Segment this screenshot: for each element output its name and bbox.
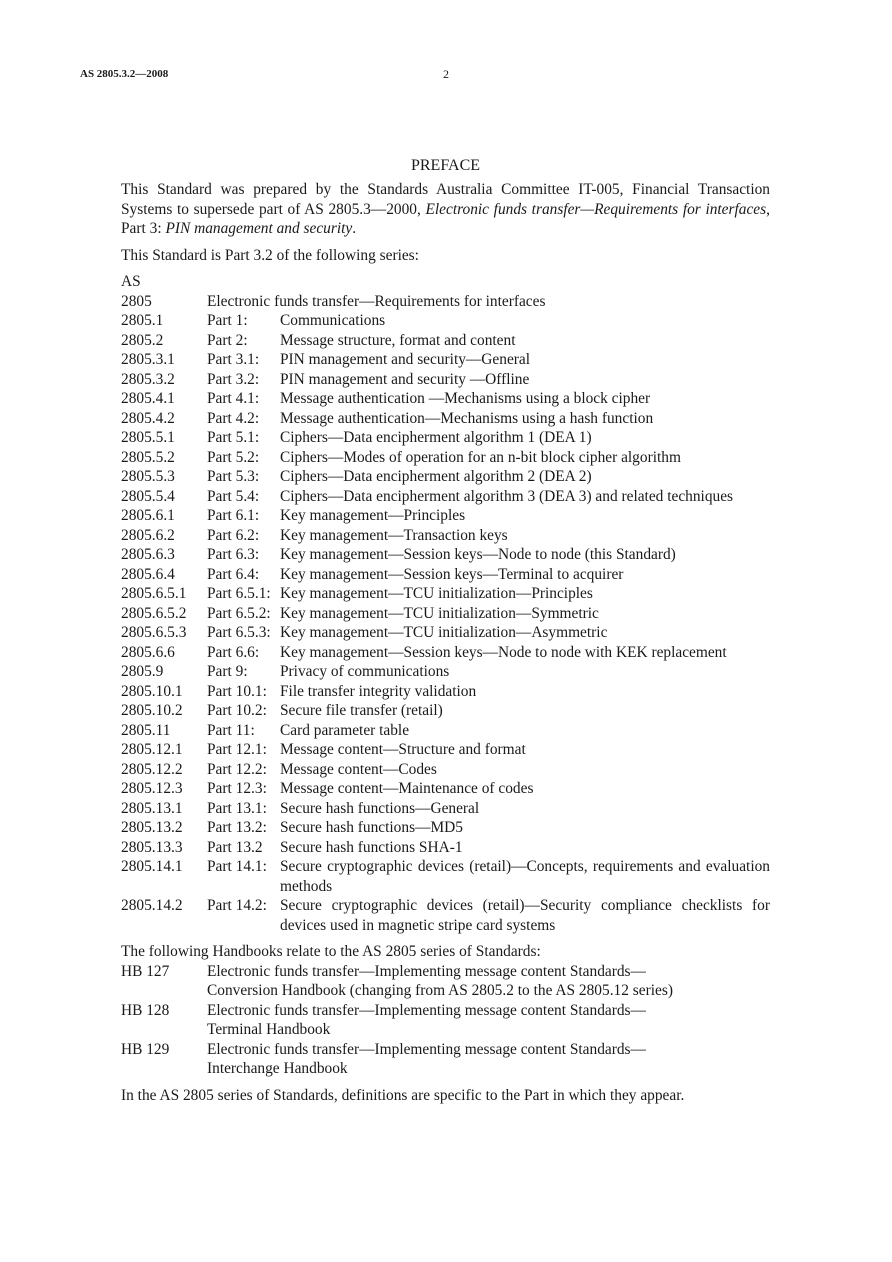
list-item <box>121 838 770 858</box>
part-title: Secure hash functions SHA-1 <box>280 838 463 856</box>
para-text: This Standard was prepared by the Standards Australia Committee IT-005, Financial Transaction Systems to supersede part of AS 2805.3—2000, <box>121 181 770 218</box>
handbook-number: HB 128 <box>121 1001 170 1019</box>
handbooks-intro: The following Handbooks relate to the AS 2805 series of Standards: <box>121 943 541 960</box>
part-title: PIN management and security —Offline <box>280 370 530 388</box>
handbook-number: HB 129 <box>121 1040 170 1058</box>
list-item <box>121 643 770 663</box>
part-label: Part 6.1: <box>207 507 260 524</box>
standard-number: 2805.13.1 <box>121 799 183 817</box>
part-label: Part 5.3: <box>207 468 260 485</box>
part-label: Part 12.3: <box>207 780 267 797</box>
list-item <box>121 428 770 448</box>
part-title: Ciphers—Data encipherment algorithm 3 (DEA 3) and related techniques <box>280 487 734 505</box>
standard-number: 2805.6.5.1 <box>121 585 187 602</box>
series-prefix: AS <box>121 273 141 290</box>
standard-number: 2805.5.1 <box>121 429 175 446</box>
handbook-list <box>121 962 770 1079</box>
list-item <box>121 799 770 819</box>
part-title: Ciphers—Modes of operation for an n-bit block cipher algorithm <box>280 448 681 466</box>
list-item <box>121 370 770 390</box>
standard-number: 2805.6.5.2 <box>121 604 187 622</box>
list-item <box>121 701 770 721</box>
part-title: PIN management and security—General <box>280 351 531 368</box>
part-title: Secure file transfer (retail) <box>280 702 443 719</box>
standard-number: 2805.9 <box>121 663 164 680</box>
part-title: Key management—TCU initialization—Symmetric <box>280 604 599 622</box>
list-item <box>121 721 770 741</box>
list-item <box>121 409 770 429</box>
standard-number: 2805.11 <box>121 721 171 739</box>
list-item <box>121 740 770 760</box>
standard-number: 2805.5.4 <box>121 487 175 505</box>
list-item <box>121 389 770 409</box>
part-title: Secure cryptographic devices (retail)—Concepts, requirements and evaluation methods <box>280 858 770 895</box>
part-title: Key management—Session keys—Terminal to acquirer <box>280 565 624 583</box>
part-label: Part 4.2: <box>207 409 260 427</box>
handbook-title <box>207 962 770 1001</box>
part-title: Ciphers—Data encipherment algorithm 1 (DEA 1) <box>280 429 592 446</box>
standard-number: 2805.6.2 <box>121 526 175 544</box>
standard-number: 2805.10.1 <box>121 682 183 700</box>
series-intro: This Standard is Part 3.2 of the following series: <box>121 246 419 264</box>
list-item <box>121 331 770 351</box>
list-item <box>121 545 770 565</box>
list-item <box>121 760 770 780</box>
part-title: Key management—Principles <box>280 507 466 524</box>
list-item <box>121 857 770 896</box>
part-label: Part 2: <box>207 331 248 349</box>
list-item <box>121 526 770 546</box>
part-label: Part 3.2: <box>207 370 260 388</box>
standard-number: 2805.12.1 <box>121 741 183 758</box>
standard-number: 2805.14.1 <box>121 858 183 875</box>
part-label: Part 6.4: <box>207 565 260 583</box>
part-title: Privacy of communications <box>280 663 450 680</box>
list-item <box>121 623 770 643</box>
part-label: Part 4.1: <box>207 390 260 407</box>
part-title: Message structure, format and content <box>280 331 516 349</box>
standard-number: 2805.3.2 <box>121 370 175 388</box>
list-item <box>121 818 770 838</box>
part-label: Part 13.1: <box>207 799 267 817</box>
handbook-title-line: Conversion Handbook (changing from AS 2805.2 to the AS 2805.12 series) <box>207 982 673 999</box>
handbook-title-line: Electronic funds transfer—Implementing message content Standards— <box>207 962 646 980</box>
part-label: Part 6.2: <box>207 526 260 544</box>
part-label: Part 13.2: <box>207 819 267 836</box>
standard-number: 2805.6.4 <box>121 565 175 583</box>
part-title: Message content—Codes <box>280 760 437 778</box>
handbook-title-line: Electronic funds transfer—Implementing message content Standards— <box>207 1040 646 1058</box>
part-label: Part 10.2: <box>207 702 267 719</box>
part-title: File transfer integrity validation <box>280 682 477 700</box>
standard-number: 2805.4.1 <box>121 390 175 407</box>
document-code: AS 2805.3.2—2008 <box>80 68 169 80</box>
standard-number: 2805.5.3 <box>121 468 175 485</box>
preface-paragraph <box>121 180 770 239</box>
standard-number: 2805.6.3 <box>121 546 175 563</box>
part-label: Part 10.1: <box>207 682 267 700</box>
part-label: Part 6.5.1: <box>207 585 271 602</box>
list-item <box>121 506 770 526</box>
para-text: . <box>352 220 357 237</box>
standard-number: 2805.2 <box>121 331 164 349</box>
part-label: Part 3.1: <box>207 351 260 368</box>
series-number: 2805 <box>121 292 152 310</box>
series-list <box>121 311 770 935</box>
part-title: Card parameter table <box>280 721 410 739</box>
handbook-title-line: Electronic funds transfer—Implementing message content Standards— <box>207 1001 646 1019</box>
part-label: Part 11: <box>207 721 255 739</box>
part-title: Key management—TCU initialization—Asymmetric <box>280 624 608 641</box>
list-item <box>121 350 770 370</box>
page-title: PREFACE <box>410 157 481 174</box>
part-title: Key management—Session keys—Node to node (this Standard) <box>280 546 676 563</box>
part-title: Message content—Maintenance of codes <box>280 780 534 797</box>
list-item <box>121 1001 770 1040</box>
part-label: Part 5.1: <box>207 429 260 446</box>
part-title-italic: PIN management and security <box>165 220 353 237</box>
part-title: Secure hash functions—MD5 <box>280 819 463 836</box>
part-label: Part 9: <box>207 663 248 680</box>
standard-number: 2805.6.5.3 <box>121 624 187 641</box>
list-item <box>121 584 770 604</box>
part-label: Part 6.3: <box>207 546 260 563</box>
standard-number: 2805.13.2 <box>121 819 183 836</box>
part-title: Key management—TCU initialization—Principles <box>280 585 593 602</box>
standard-number: 2805.10.2 <box>121 702 183 719</box>
part-label: Part 6.5.2: <box>207 604 271 622</box>
part-title: Communications <box>280 312 386 329</box>
handbook-title-line: Terminal Handbook <box>207 1021 331 1038</box>
list-item <box>121 1040 770 1079</box>
list-item <box>121 487 770 507</box>
part-label: Part 14.1: <box>207 858 267 875</box>
standard-number: 2805.6.6 <box>121 643 175 661</box>
page-number: 2 <box>443 67 449 81</box>
part-label: Part 12.1: <box>207 741 267 758</box>
standard-number: 2805.13.3 <box>121 838 183 856</box>
list-item <box>121 467 770 487</box>
part-label: Part 5.2: <box>207 448 260 466</box>
part-label: Part 14.2: <box>207 897 267 914</box>
series-title-italic: Electronic funds transfer—Requirements for interfaces <box>425 200 767 218</box>
closing-note: In the AS 2805 series of Standards, definitions are specific to the Part in which they appear. <box>121 1086 685 1104</box>
part-label: Part 13.2 <box>207 838 263 856</box>
list-item <box>121 565 770 585</box>
list-item <box>121 604 770 624</box>
standard-number: 2805.12.3 <box>121 780 183 797</box>
handbook-title-line: Interchange Handbook <box>207 1060 348 1077</box>
list-item <box>121 962 770 1001</box>
list-item <box>121 682 770 702</box>
part-label: Part 1: <box>207 312 248 329</box>
standard-number: 2805.4.2 <box>121 409 175 427</box>
standard-number: 2805.14.2 <box>121 897 183 914</box>
standard-number: 2805.1 <box>121 312 164 329</box>
part-label: Part 6.6: <box>207 643 260 661</box>
list-item <box>121 311 770 331</box>
standard-number: 2805.6.1 <box>121 507 175 524</box>
list-item <box>121 896 770 935</box>
part-title: Ciphers—Data encipherment algorithm 2 (DEA 2) <box>280 468 592 485</box>
handbook-title <box>207 1040 770 1079</box>
list-item <box>121 448 770 468</box>
preface-section <box>121 156 770 1105</box>
part-title: Key management—Transaction keys <box>280 526 508 544</box>
part-title: Key management—Session keys—Node to node with KEK replacement <box>280 643 727 661</box>
part-title: Secure cryptographic devices (retail)—Security compliance checklists for devices used in magnetic stripe card systems <box>280 897 770 934</box>
para-text: , Part 3: <box>121 200 770 237</box>
standard-number: 2805.5.2 <box>121 448 175 466</box>
part-label: Part 6.5.3: <box>207 624 271 641</box>
list-item <box>121 779 770 799</box>
standard-number: 2805.3.1 <box>121 351 175 368</box>
list-item <box>121 662 770 682</box>
handbook-title <box>207 1001 770 1040</box>
handbook-number: HB 127 <box>121 962 170 980</box>
part-title: Message authentication —Mechanisms using a block cipher <box>280 390 651 407</box>
part-title: Message content—Structure and format <box>280 741 526 758</box>
part-label: Part 12.2: <box>207 760 267 778</box>
series-header <box>121 272 770 311</box>
part-label: Part 5.4: <box>207 487 260 505</box>
standard-number: 2805.12.2 <box>121 760 183 778</box>
series-name: Electronic funds transfer—Requirements for interfaces <box>207 292 546 310</box>
part-title: Message authentication—Mechanisms using a hash function <box>280 409 654 427</box>
part-title: Secure hash functions—General <box>280 799 480 817</box>
